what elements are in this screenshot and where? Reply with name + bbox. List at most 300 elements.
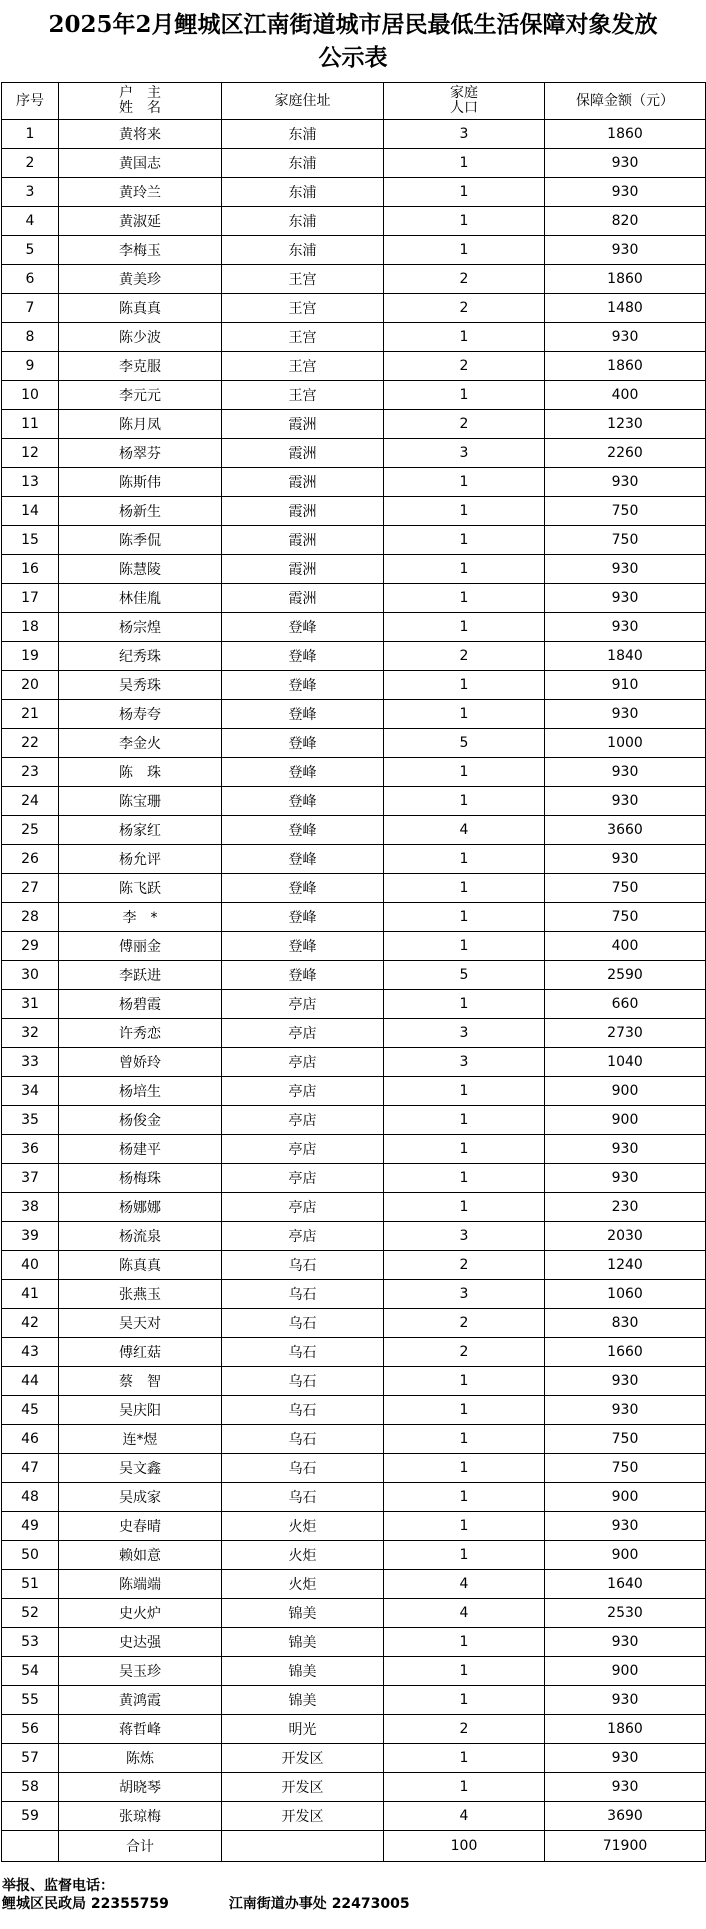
table-row [2,1802,706,1831]
row-no: 20 [2,671,59,700]
row-address: 乌石 [222,1338,384,1367]
row-no: 34 [2,1077,59,1106]
row-no: 47 [2,1454,59,1483]
row-name: 李元元 [59,381,222,410]
row-address: 锦美 [222,1599,384,1628]
row-no: 14 [2,497,59,526]
row-no: 22 [2,729,59,758]
row-address: 火炬 [222,1512,384,1541]
row-name: 胡晓琴 [59,1773,222,1802]
row-no: 46 [2,1425,59,1454]
row-household-size: 1 [384,903,545,932]
header-household-size-line-2: 人口 [450,100,478,116]
row-household-size: 4 [384,1599,545,1628]
row-address: 火炬 [222,1541,384,1570]
row-address: 乌石 [222,1454,384,1483]
row-no: 33 [2,1048,59,1077]
row-amount: 930 [545,1135,706,1164]
row-household-size: 1 [384,845,545,874]
row-amount: 930 [545,555,706,584]
row-name: 杨宗煌 [59,613,222,642]
row-no: 23 [2,758,59,787]
row-no: 7 [2,294,59,323]
total-address-cell [222,1831,384,1862]
total-amount: 71900 [545,1831,706,1862]
table-row [2,410,706,439]
header-name-line-2: 姓 名 [119,100,161,116]
row-household-size: 1 [384,874,545,903]
row-name: 张琼梅 [59,1802,222,1831]
row-household-size: 1 [384,1628,545,1657]
row-name: 陈少波 [59,323,222,352]
table-row [2,236,706,265]
row-household-size: 1 [384,1367,545,1396]
table-header-row [2,83,706,120]
row-no: 10 [2,381,59,410]
row-name: 杨建平 [59,1135,222,1164]
row-name: 傅红菇 [59,1338,222,1367]
row-name: 陈斯伟 [59,468,222,497]
table-row [2,439,706,468]
row-name: 傅丽金 [59,932,222,961]
row-household-size: 1 [384,671,545,700]
row-amount: 2530 [545,1599,706,1628]
table-row [2,787,706,816]
table-row [2,1280,706,1309]
row-household-size: 1 [384,1193,545,1222]
row-amount: 930 [545,236,706,265]
row-amount: 230 [545,1193,706,1222]
header-name [59,83,222,120]
table-row [2,1686,706,1715]
row-household-size: 3 [384,1019,545,1048]
row-amount: 930 [545,584,706,613]
table-row [2,1715,706,1744]
row-household-size: 3 [384,1048,545,1077]
table-row [2,1367,706,1396]
row-address: 登峰 [222,874,384,903]
row-name: 吴玉珍 [59,1657,222,1686]
row-no: 41 [2,1280,59,1309]
row-name: 杨俊金 [59,1106,222,1135]
table-row [2,758,706,787]
row-address: 东浦 [222,207,384,236]
row-amount: 930 [545,787,706,816]
table-row [2,1309,706,1338]
row-amount: 660 [545,990,706,1019]
row-address: 亭店 [222,1135,384,1164]
row-name: 李金火 [59,729,222,758]
row-name: 陈季侃 [59,526,222,555]
header-household-size [384,83,545,120]
row-amount: 1000 [545,729,706,758]
row-address: 亭店 [222,1164,384,1193]
row-name: 陈月凤 [59,410,222,439]
table-row [2,1106,706,1135]
row-household-size: 3 [384,1280,545,1309]
row-no: 6 [2,265,59,294]
table-body [2,120,706,1831]
row-name: 杨翠芬 [59,439,222,468]
row-no: 26 [2,845,59,874]
row-amount: 930 [545,149,706,178]
table-row [2,1338,706,1367]
row-name: 黄将来 [59,120,222,149]
table-row [2,497,706,526]
row-name: 陈飞跃 [59,874,222,903]
contact-phone-subdistrict: 22473005 [331,1896,410,1912]
row-household-size: 1 [384,1483,545,1512]
row-household-size: 1 [384,1541,545,1570]
row-no: 30 [2,961,59,990]
table-row [2,1019,706,1048]
header-no: 序号 [2,83,59,120]
row-name: 陈端端 [59,1570,222,1599]
row-household-size: 4 [384,1802,545,1831]
row-address: 东浦 [222,149,384,178]
contact-org-subdistrict: 江南街道办事处 [228,1896,327,1912]
row-name: 陈真真 [59,294,222,323]
page-title [0,8,706,74]
row-address: 亭店 [222,1048,384,1077]
table-footer [2,1831,706,1862]
page-title-line-1: 2025年2月鲤城区江南街道城市居民最低生活保障对象发放 [48,11,658,38]
row-household-size: 1 [384,584,545,613]
row-name: 吴文鑫 [59,1454,222,1483]
row-name: 陈宝珊 [59,787,222,816]
row-address: 火炬 [222,1570,384,1599]
row-amount: 2260 [545,439,706,468]
row-name: 蒋哲峰 [59,1715,222,1744]
row-no: 42 [2,1309,59,1338]
row-household-size: 1 [384,932,545,961]
row-household-size: 1 [384,381,545,410]
row-no: 12 [2,439,59,468]
row-amount: 2030 [545,1222,706,1251]
table-row [2,1425,706,1454]
row-name: 陈真真 [59,1251,222,1280]
row-household-size: 1 [384,787,545,816]
row-name: 张燕玉 [59,1280,222,1309]
row-address: 霞洲 [222,497,384,526]
row-amount: 930 [545,323,706,352]
table-row [2,1570,706,1599]
row-household-size: 4 [384,816,545,845]
table-row [2,149,706,178]
row-household-size: 1 [384,1164,545,1193]
table-row [2,1512,706,1541]
row-address: 亭店 [222,1222,384,1251]
row-household-size: 1 [384,468,545,497]
row-household-size: 2 [384,642,545,671]
row-name: 蔡 智 [59,1367,222,1396]
row-no: 44 [2,1367,59,1396]
row-no: 21 [2,700,59,729]
row-address: 乌石 [222,1367,384,1396]
row-name: 杨允评 [59,845,222,874]
row-household-size: 3 [384,1222,545,1251]
row-household-size: 1 [384,1454,545,1483]
row-address: 登峰 [222,729,384,758]
row-household-size: 2 [384,294,545,323]
row-address: 登峰 [222,613,384,642]
table-row [2,990,706,1019]
row-household-size: 1 [384,555,545,584]
row-amount: 930 [545,700,706,729]
row-address: 登峰 [222,961,384,990]
row-no: 57 [2,1744,59,1773]
row-amount: 930 [545,613,706,642]
row-no: 11 [2,410,59,439]
row-household-size: 2 [384,352,545,381]
header-household-size-line-1: 家庭 [450,85,478,101]
row-address: 东浦 [222,178,384,207]
table-row [2,1077,706,1106]
row-no: 32 [2,1019,59,1048]
row-address: 王宫 [222,352,384,381]
row-address: 王宫 [222,381,384,410]
row-no: 13 [2,468,59,497]
row-amount: 3660 [545,816,706,845]
row-no: 2 [2,149,59,178]
row-amount: 1860 [545,1715,706,1744]
row-no: 56 [2,1715,59,1744]
row-household-size: 1 [384,1744,545,1773]
row-address: 王宫 [222,294,384,323]
row-amount: 1860 [545,265,706,294]
row-amount: 830 [545,1309,706,1338]
row-address: 锦美 [222,1686,384,1715]
row-address: 登峰 [222,758,384,787]
row-no: 19 [2,642,59,671]
row-no: 39 [2,1222,59,1251]
table-row [2,265,706,294]
row-address: 开发区 [222,1802,384,1831]
row-household-size: 5 [384,729,545,758]
row-no: 3 [2,178,59,207]
row-amount: 1480 [545,294,706,323]
table-row [2,1483,706,1512]
row-name: 吴庆阳 [59,1396,222,1425]
total-household-size: 100 [384,1831,545,1862]
row-no: 31 [2,990,59,1019]
row-amount: 900 [545,1657,706,1686]
row-amount: 930 [545,845,706,874]
row-no: 50 [2,1541,59,1570]
row-no: 17 [2,584,59,613]
row-address: 亭店 [222,990,384,1019]
row-no: 36 [2,1135,59,1164]
row-no: 49 [2,1512,59,1541]
row-no: 9 [2,352,59,381]
row-amount: 900 [545,1483,706,1512]
row-no: 45 [2,1396,59,1425]
table-row [2,1454,706,1483]
row-name: 吴天对 [59,1309,222,1338]
row-address: 登峰 [222,642,384,671]
row-no: 15 [2,526,59,555]
row-household-size: 1 [384,178,545,207]
row-household-size: 1 [384,236,545,265]
row-address: 王宫 [222,265,384,294]
row-name: 李 * [59,903,222,932]
row-amount: 930 [545,1367,706,1396]
table-row [2,468,706,497]
row-household-size: 1 [384,1773,545,1802]
row-name: 陈 珠 [59,758,222,787]
header-address: 家庭住址 [222,83,384,120]
row-no: 16 [2,555,59,584]
table-row [2,1657,706,1686]
row-name: 林佳胤 [59,584,222,613]
row-name: 李克服 [59,352,222,381]
row-amount: 2730 [545,1019,706,1048]
row-household-size: 1 [384,207,545,236]
row-no: 5 [2,236,59,265]
row-address: 亭店 [222,1193,384,1222]
row-no: 25 [2,816,59,845]
row-no: 59 [2,1802,59,1831]
row-name: 黄淑延 [59,207,222,236]
row-no: 18 [2,613,59,642]
row-household-size: 1 [384,1512,545,1541]
row-name: 吴成家 [59,1483,222,1512]
row-household-size: 2 [384,1309,545,1338]
row-amount: 900 [545,1106,706,1135]
row-no: 51 [2,1570,59,1599]
table-row [2,845,706,874]
table-row [2,120,706,149]
contact-lines [2,1895,702,1913]
total-no-cell [2,1831,59,1862]
table-row [2,932,706,961]
row-amount: 1840 [545,642,706,671]
table-row [2,1773,706,1802]
row-amount: 900 [545,1077,706,1106]
row-name: 黄鸿霞 [59,1686,222,1715]
row-household-size: 5 [384,961,545,990]
row-household-size: 1 [384,1396,545,1425]
row-amount: 3690 [545,1802,706,1831]
row-name: 陈慧陵 [59,555,222,584]
table-row [2,1135,706,1164]
contact-section [2,1877,702,1913]
row-address: 霞洲 [222,410,384,439]
row-name: 吴秀珠 [59,671,222,700]
row-name: 陈炼 [59,1744,222,1773]
table-row [2,381,706,410]
row-name: 连*煜 [59,1425,222,1454]
row-name: 杨培生 [59,1077,222,1106]
table-row [2,903,706,932]
table-row [2,961,706,990]
row-address: 开发区 [222,1773,384,1802]
row-household-size: 1 [384,700,545,729]
row-amount: 930 [545,758,706,787]
row-address: 东浦 [222,236,384,265]
table-row [2,1048,706,1077]
row-name: 曾娇玲 [59,1048,222,1077]
row-household-size: 1 [384,1135,545,1164]
row-household-size: 4 [384,1570,545,1599]
row-no: 43 [2,1338,59,1367]
row-household-size: 2 [384,1251,545,1280]
row-household-size: 1 [384,613,545,642]
row-address: 霞洲 [222,584,384,613]
table-row [2,671,706,700]
row-address: 乌石 [222,1309,384,1338]
table-row [2,352,706,381]
row-address: 登峰 [222,816,384,845]
row-amount: 1860 [545,120,706,149]
row-amount: 750 [545,497,706,526]
page-title-line-2: 公示表 [318,44,388,71]
row-address: 霞洲 [222,555,384,584]
row-address: 乌石 [222,1396,384,1425]
row-no: 40 [2,1251,59,1280]
row-household-size: 2 [384,410,545,439]
row-no: 27 [2,874,59,903]
row-address: 锦美 [222,1628,384,1657]
row-amount: 1240 [545,1251,706,1280]
table-row [2,526,706,555]
row-address: 王宫 [222,323,384,352]
row-address: 霞洲 [222,526,384,555]
row-name: 杨梅珠 [59,1164,222,1193]
row-amount: 910 [545,671,706,700]
row-address: 乌石 [222,1251,384,1280]
contact-phone-civil-affairs: 22355759 [90,1896,169,1912]
table-row [2,816,706,845]
row-address: 乌石 [222,1425,384,1454]
row-address: 乌石 [222,1280,384,1309]
table-row [2,613,706,642]
row-address: 明光 [222,1715,384,1744]
row-amount: 930 [545,1628,706,1657]
row-name: 黄玲兰 [59,178,222,207]
row-name: 许秀恋 [59,1019,222,1048]
row-name: 纪秀珠 [59,642,222,671]
row-address: 登峰 [222,787,384,816]
table-row [2,729,706,758]
row-name: 杨家红 [59,816,222,845]
row-amount: 750 [545,1454,706,1483]
row-address: 开发区 [222,1744,384,1773]
row-no: 58 [2,1773,59,1802]
row-household-size: 1 [384,758,545,787]
row-name: 黄国志 [59,149,222,178]
row-household-size: 1 [384,990,545,1019]
row-amount: 930 [545,1512,706,1541]
row-amount: 1860 [545,352,706,381]
table-row [2,178,706,207]
row-no: 1 [2,120,59,149]
row-household-size: 3 [384,439,545,468]
row-no: 54 [2,1657,59,1686]
table-row [2,1193,706,1222]
row-address: 登峰 [222,932,384,961]
row-amount: 1060 [545,1280,706,1309]
row-no: 35 [2,1106,59,1135]
row-no: 55 [2,1686,59,1715]
row-amount: 900 [545,1541,706,1570]
row-address: 登峰 [222,845,384,874]
contact-org-civil-affairs: 鲤城区民政局 [2,1896,86,1912]
row-address: 乌石 [222,1483,384,1512]
table-row [2,1744,706,1773]
row-name: 史春晴 [59,1512,222,1541]
row-address: 亭店 [222,1019,384,1048]
